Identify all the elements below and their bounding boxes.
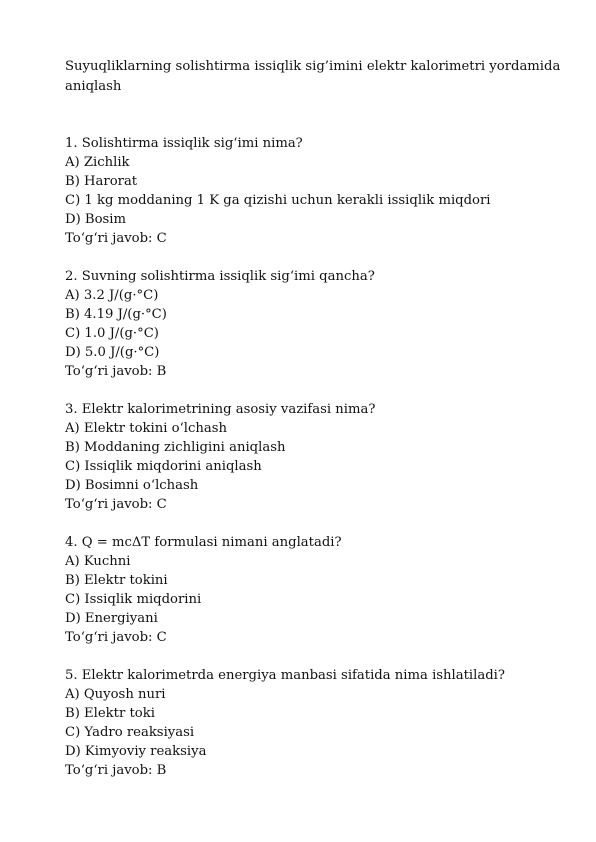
option-c: C) 1 kg moddaning 1 K ga qizishi uchun kerakli issiqlik miqdori	[65, 193, 491, 208]
option-b: B) Elektr toki	[65, 706, 155, 721]
option-a: A) 3.2 J/(g·°C)	[65, 288, 159, 303]
option-a: A) Quyosh nuri	[65, 687, 166, 702]
option-c: C) Issiqlik miqdorini aniqlash	[65, 459, 262, 474]
option-d: D) Kimyoviy reaksiya	[65, 744, 207, 759]
option-b: B) Moddaning zichligini aniqlash	[65, 440, 286, 455]
document-title: Suyuqliklarning solishtirma issiqlik sig’imini elektr kalorimetri yordamida aniqlash	[65, 59, 561, 94]
option-c: C) Yadro reaksiyasi	[65, 725, 195, 740]
question-3	[65, 400, 565, 514]
option-b: B) Elektr tokini	[65, 573, 168, 588]
question-4	[65, 533, 565, 647]
question-text: 3. Elektr kalorimetrining asosiy vazifasi nima?	[65, 402, 376, 417]
question-5	[65, 666, 565, 780]
question-text: 2. Suvning solishtirma issiqlik sig‘imi qancha?	[65, 269, 375, 284]
option-c: C) Issiqlik miqdorini	[65, 592, 202, 607]
option-b: B) 4.19 J/(g·°C)	[65, 307, 167, 322]
option-d: D) Bosim	[65, 212, 127, 227]
correct-answer: To‘g‘ri javob: B	[65, 364, 167, 379]
question-list	[65, 134, 565, 799]
correct-answer: To‘g‘ri javob: C	[65, 497, 167, 512]
correct-answer: To‘g‘ri javob: B	[65, 763, 167, 778]
option-d: D) Energiyani	[65, 611, 158, 626]
correct-answer: To‘g‘ri javob: C	[65, 231, 167, 246]
question-text: 4. Q = mcΔT formulasi nimani anglatadi?	[65, 535, 342, 550]
option-d: D) 5.0 J/(g·°C)	[65, 345, 160, 360]
option-b: B) Harorat	[65, 174, 138, 189]
correct-answer: To‘g‘ri javob: C	[65, 630, 167, 645]
option-a: A) Elektr tokini o‘lchash	[65, 421, 227, 436]
question-text: 1. Solishtirma issiqlik sig‘imi nima?	[65, 136, 303, 151]
option-a: A) Zichlik	[65, 155, 130, 170]
option-c: C) 1.0 J/(g·°C)	[65, 326, 159, 341]
question-1	[65, 134, 565, 248]
option-d: D) Bosimni o‘lchash	[65, 478, 199, 493]
question-2	[65, 267, 565, 381]
option-a: A) Kuchni	[65, 554, 131, 569]
question-text: 5. Elektr kalorimetrda energiya manbasi sifatida nima ishlatiladi?	[65, 668, 505, 683]
